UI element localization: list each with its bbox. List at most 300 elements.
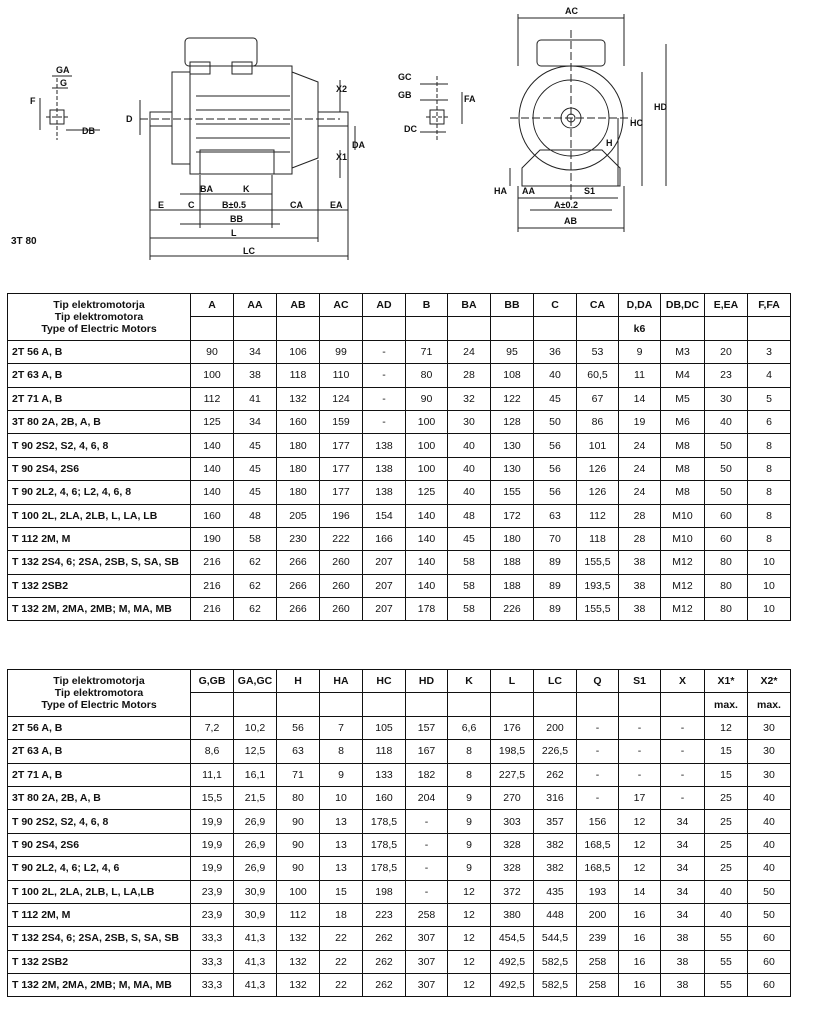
table2-col-subheader [577,693,619,716]
dimension-cell: 454,5 [491,927,534,950]
dimension-cell: 124 [320,387,363,410]
dimension-cell: M10 [661,527,705,550]
table2-col-header: HA [320,670,363,693]
dimension-cell: 12 [619,857,661,880]
dimension-cell: 14 [619,387,661,410]
table2-col-header: HD [406,670,448,693]
table-row [8,880,791,903]
dimension-cell: 138 [363,457,406,480]
dim-k: K [243,184,250,194]
table1-col-subheader [363,317,406,340]
dimension-cell: 5 [748,387,791,410]
dimension-cell: 10 [748,598,791,621]
table-row [8,786,791,809]
dimension-cell: 50 [534,410,577,433]
dimension-cell: 13 [320,810,363,833]
dimension-cell: 544,5 [534,927,577,950]
dimension-cell: 172 [491,504,534,527]
dimension-cell: 205 [277,504,320,527]
table1-col-header: DB,DC [661,294,705,317]
dimension-cell: 8 [448,763,491,786]
dimension-cell: 12 [448,927,491,950]
dimension-cell: - [661,740,705,763]
dimension-cell: 34 [661,833,705,856]
dim-fa: FA [464,94,476,104]
motor-type-cell: T 90 2S2, S2, 4, 6, 8 [8,434,191,457]
table2-col-header: S1 [619,670,661,693]
table1-col-subheader [320,317,363,340]
dimension-cell: 266 [277,598,320,621]
dimension-cell: - [577,763,619,786]
table-row [8,574,791,597]
motor-drawing-svg [0,0,819,275]
dimension-cell: 89 [534,598,577,621]
dimension-cell: 110 [320,364,363,387]
dimension-cell: 133 [363,763,406,786]
dimension-cell: 80 [406,364,448,387]
dimension-cell: 86 [577,410,619,433]
dimension-cell: 15 [705,740,748,763]
dimension-cell: 19,9 [191,810,234,833]
dimension-cell: 140 [406,504,448,527]
table1-col-subheader [748,317,791,340]
dimension-cell: 176 [491,716,534,739]
header-name-slovene: Tip elektromotorja [53,674,145,687]
dimension-cell: 207 [363,574,406,597]
dimension-cell: 12 [619,833,661,856]
dimension-cell: 140 [406,551,448,574]
dimension-cell: 63 [534,504,577,527]
dimension-cell: - [406,857,448,880]
dimension-cell: 382 [534,857,577,880]
dimension-cell: 216 [191,598,234,621]
dim-gc: GC [398,72,412,82]
dimension-cell: 23,9 [191,880,234,903]
table1-col-header: A [191,294,234,317]
motor-type-cell: 2T 71 A, B [8,387,191,410]
table2-col-header: G,GB [191,670,234,693]
dimension-cell: 8,6 [191,740,234,763]
dim-gb: GB [398,90,412,100]
dim-s1: S1 [584,186,596,196]
dim-ac: AC [565,6,578,16]
table-row [8,950,791,973]
dimension-cell: 200 [577,903,619,926]
table2-col-subheader [448,693,491,716]
motor-type-cell: T 100 2L, 2LA, 2LB, L, LA,LB [8,880,191,903]
dimension-cell: 26,9 [234,810,277,833]
dim-l: L [231,228,237,238]
flange-side [172,72,190,164]
motor-type-cell: T 132 2M, 2MA, 2MB; M, MA, MB [8,974,191,997]
dimension-cell: M6 [661,410,705,433]
model-label: 3T 80 [11,236,37,247]
dimension-cell: - [619,763,661,786]
dimension-cell: 58 [448,551,491,574]
dimension-cell: 28 [619,504,661,527]
dimension-cell: 112 [577,504,619,527]
table1-col-header: AA [234,294,277,317]
dimension-cell: - [363,364,406,387]
dimension-cell: 160 [191,504,234,527]
dimension-cell: 89 [534,551,577,574]
dimension-cell: 448 [534,903,577,926]
dimension-cell: 40 [748,857,791,880]
table2-col-subheader [363,693,406,716]
dimension-cell: 118 [363,740,406,763]
dimension-cell: 9 [320,763,363,786]
dimension-cell: 198 [363,880,406,903]
table2-col-header: K [448,670,491,693]
dimension-cell: 100 [277,880,320,903]
dimension-cell: 60,5 [577,364,619,387]
dimension-cell: 24 [448,340,491,363]
motor-type-cell: T 90 2L2, 4, 6; L2, 4, 6 [8,857,191,880]
dimension-cell: 41,3 [234,927,277,950]
table1-name-header [8,294,191,341]
dimension-cell: 34 [234,410,277,433]
dim-ea: EA [330,200,343,210]
dimension-cell: 90 [406,387,448,410]
dimension-cell: 140 [406,527,448,550]
table1-col-header: D,DA [619,294,661,317]
dimension-cell: 11,1 [191,763,234,786]
dimension-cell: 12,5 [234,740,277,763]
dim-hc: HC [630,118,643,128]
table-row [8,551,791,574]
dimension-cell: 38 [619,551,661,574]
dimension-cell: 16 [619,950,661,973]
motor-type-cell: T 132 2M, 2MA, 2MB; M, MA, MB [8,598,191,621]
dimension-cell: 38 [661,974,705,997]
table1-col-header: AD [363,294,406,317]
dim-x1: X1 [336,152,348,162]
dimension-cell: 26,9 [234,857,277,880]
dimension-cell: 8 [748,434,791,457]
dimension-cell: 36 [534,340,577,363]
dim-hd: HD [654,102,667,112]
dimension-cell: 22 [320,927,363,950]
dimension-cell: 60 [748,974,791,997]
dimension-cell: 60 [705,527,748,550]
dimension-cell: 56 [534,457,577,480]
dimensions-table-2 [7,669,791,997]
dimension-cell: 12 [448,974,491,997]
dimension-cell: 25 [705,857,748,880]
dimension-cell: 435 [534,880,577,903]
dimension-cell: 70 [534,527,577,550]
dim-da: DA [352,140,365,150]
dimension-cell: 12 [448,880,491,903]
dimension-cell: 7,2 [191,716,234,739]
dimension-cell: 45 [534,387,577,410]
dimension-cell: 180 [491,527,534,550]
dimension-cell: 60 [705,504,748,527]
dimension-cell: 18 [320,903,363,926]
dimension-cell: 160 [277,410,320,433]
dim-ca: CA [290,200,303,210]
dimension-cell: 112 [191,387,234,410]
dim-e: E [158,200,165,210]
dimension-cell: 9 [448,786,491,809]
dimension-cell: 80 [705,598,748,621]
dimension-cell: 130 [491,457,534,480]
dimension-cell: 262 [363,927,406,950]
dimension-cell: 90 [191,340,234,363]
dimension-cell: 17 [619,786,661,809]
dimension-cell: 28 [619,527,661,550]
dimension-cell: 40 [748,810,791,833]
dimension-cell: 40 [448,457,491,480]
table2-col-header: LC [534,670,577,693]
dimension-cell: M8 [661,481,705,504]
dimension-cell: 6,6 [448,716,491,739]
dimension-cell: - [363,387,406,410]
table-row [8,340,791,363]
table1-col-subheader [191,317,234,340]
dimension-cell: 188 [491,551,534,574]
dimension-cell: 58 [448,598,491,621]
dimension-cell: 100 [406,410,448,433]
motor-type-cell: 3T 80 2A, 2B, A, B [8,786,191,809]
dimension-cell: 125 [191,410,234,433]
dimension-cell: 193,5 [577,574,619,597]
motor-type-cell: T 132 2SB2 [8,950,191,973]
dimension-cell: 30,9 [234,903,277,926]
dimension-cell: 58 [234,527,277,550]
dim-lc: LC [243,246,255,256]
table1-col-header: E,EA [705,294,748,317]
dimension-cell: 89 [534,574,577,597]
motor-type-cell: 2T 63 A, B [8,364,191,387]
dimension-cell: 8 [748,504,791,527]
dimension-cell: 56 [534,481,577,504]
dimension-cell: 45 [234,434,277,457]
dimension-cell: 12 [705,716,748,739]
dimension-cell: 38 [661,927,705,950]
dimension-cell: 154 [363,504,406,527]
table-row [8,410,791,433]
dimension-cell: 207 [363,551,406,574]
table-row [8,481,791,504]
dimension-cell: M10 [661,504,705,527]
header-name-croatian: Tip elektromotora [54,686,144,699]
dimension-cell: 160 [363,786,406,809]
table2-name-header [8,670,191,717]
dimension-cell: 128 [491,410,534,433]
dimension-cell: 40 [748,833,791,856]
dimension-cell: 132 [277,927,320,950]
dimension-cell: 260 [320,598,363,621]
dimension-cell: 90 [277,857,320,880]
dimension-cell: 12 [619,810,661,833]
dimension-cell: 23,9 [191,903,234,926]
table1-col-subheader [534,317,577,340]
dimension-cell: 48 [448,504,491,527]
dimension-cell: 30 [748,716,791,739]
dimension-cell: 23 [705,364,748,387]
dimension-cell: 33,3 [191,950,234,973]
dimension-cell: M12 [661,598,705,621]
dimension-cell: 357 [534,810,577,833]
table-row [8,457,791,480]
dim-dc: DC [404,124,417,134]
dimension-cell: 10 [748,551,791,574]
motor-type-cell: T 90 2S4, 2S6 [8,457,191,480]
dimension-cell: - [363,340,406,363]
dimension-cell: 8 [748,481,791,504]
dimension-cell: - [661,786,705,809]
dimension-cell: 10 [320,786,363,809]
dimension-cell: 33,3 [191,927,234,950]
dimension-cell: 71 [277,763,320,786]
dimension-cell: 40 [705,903,748,926]
motor-type-cell: 2T 56 A, B [8,716,191,739]
dimension-cell: 62 [234,551,277,574]
dimension-cell: 25 [705,810,748,833]
dimension-cell: 207 [363,598,406,621]
dimension-cell: 266 [277,551,320,574]
motor-type-cell: T 112 2M, M [8,527,191,550]
dimension-cell: 15,5 [191,786,234,809]
dimension-cell: 167 [406,740,448,763]
dimension-cell: 14 [619,880,661,903]
dimension-cell: 239 [577,927,619,950]
dimension-cell: 155 [491,481,534,504]
dimension-cell: 41,3 [234,950,277,973]
foot-side [200,150,274,174]
table-row [8,974,791,997]
table2-col-header: Q [577,670,619,693]
dimension-cell: 30,9 [234,880,277,903]
dimension-cell: 19 [619,410,661,433]
dimension-cell: M5 [661,387,705,410]
dimension-cell: 50 [705,457,748,480]
motor-type-cell: T 100 2L, 2LA, 2LB, L, LA, LB [8,504,191,527]
table2-col-header: X1* [705,670,748,693]
dimension-cell: 15 [320,880,363,903]
table-row [8,716,791,739]
dimension-cell: 372 [491,880,534,903]
dimension-cell: 38 [234,364,277,387]
table2-col-subheader [619,693,661,716]
dimension-cell: - [406,880,448,903]
dimension-cell: 9 [448,857,491,880]
dimension-cell: 122 [491,387,534,410]
motor-type-cell: 3T 80 2A, 2B, A, B [8,410,191,433]
dimension-cell: 196 [320,504,363,527]
table-row [8,833,791,856]
motor-dimension-drawing [0,0,819,275]
dim-a: A±0.2 [554,200,578,210]
motor-type-cell: T 132 2S4, 6; 2SA, 2SB, S, SA, SB [8,927,191,950]
dimension-cell: 307 [406,974,448,997]
dimension-cell: 168,5 [577,833,619,856]
dimension-cell: 7 [320,716,363,739]
dimension-cell: 270 [491,786,534,809]
dimension-cell: 24 [619,457,661,480]
dim-d: D [126,114,133,124]
dimension-cell: 40 [448,481,491,504]
dimension-cell: 80 [277,786,320,809]
table2-col-header: X [661,670,705,693]
dimension-cell: 30 [705,387,748,410]
dimension-cell: 22 [320,974,363,997]
dimension-cell: 38 [619,598,661,621]
dim-ba: BA [200,184,213,194]
dimension-cell: 382 [534,833,577,856]
dimension-cell: 118 [277,364,320,387]
dimension-cell: 41,3 [234,974,277,997]
dimension-cell: 55 [705,974,748,997]
dimension-cell: 8 [448,740,491,763]
dimension-cell: 33,3 [191,974,234,997]
dimension-cell: 50 [705,481,748,504]
dimension-cell: 9 [619,340,661,363]
dim-f: F [30,96,36,106]
dimension-cell: 11 [619,364,661,387]
table2-col-subheader [191,693,234,716]
dimension-cell: 180 [277,481,320,504]
dimension-cell: 38 [661,950,705,973]
table-row [8,740,791,763]
dimension-cell: 30 [448,410,491,433]
dimension-cell: 130 [491,434,534,457]
dimension-cell: 40 [448,434,491,457]
table1-col-subheader [277,317,320,340]
dimension-cell: 118 [577,527,619,550]
dimension-cell: 71 [406,340,448,363]
dimension-cell: - [363,410,406,433]
dimension-cell: 316 [534,786,577,809]
dimension-cell: 80 [705,574,748,597]
motor-type-cell: 2T 63 A, B [8,740,191,763]
dimension-cell: - [661,763,705,786]
dimension-cell: 50 [748,880,791,903]
dimension-cell: 227,5 [491,763,534,786]
dimension-cell: 30 [748,740,791,763]
table2-col-subheader [491,693,534,716]
dimension-cell: 60 [748,927,791,950]
table1-col-subheader [661,317,705,340]
dimension-cell: 258 [406,903,448,926]
dimension-cell: 62 [234,598,277,621]
table1-col-subheader [234,317,277,340]
dimension-cell: 126 [577,457,619,480]
fan-cover-side [292,72,318,168]
dimension-cell: 492,5 [491,974,534,997]
dimension-cell: 140 [191,481,234,504]
dimension-cell: 34 [234,340,277,363]
table1-col-subheader [406,317,448,340]
dim-c: C [188,200,195,210]
dimension-cell: M12 [661,551,705,574]
dimension-cell: 28 [448,364,491,387]
dimension-cell: 138 [363,481,406,504]
dimension-cell: 56 [277,716,320,739]
dimension-cell: 50 [705,434,748,457]
table2-col-header: GA,GC [234,670,277,693]
table2-col-header: H [277,670,320,693]
dimension-cell: 204 [406,786,448,809]
dimension-cell: 105 [363,716,406,739]
dimension-cell: - [577,786,619,809]
dimension-cell: 45 [448,527,491,550]
dimension-cell: 180 [277,434,320,457]
dimension-cell: 226 [491,598,534,621]
table1-col-subheader [577,317,619,340]
dimension-cell: 12 [448,950,491,973]
